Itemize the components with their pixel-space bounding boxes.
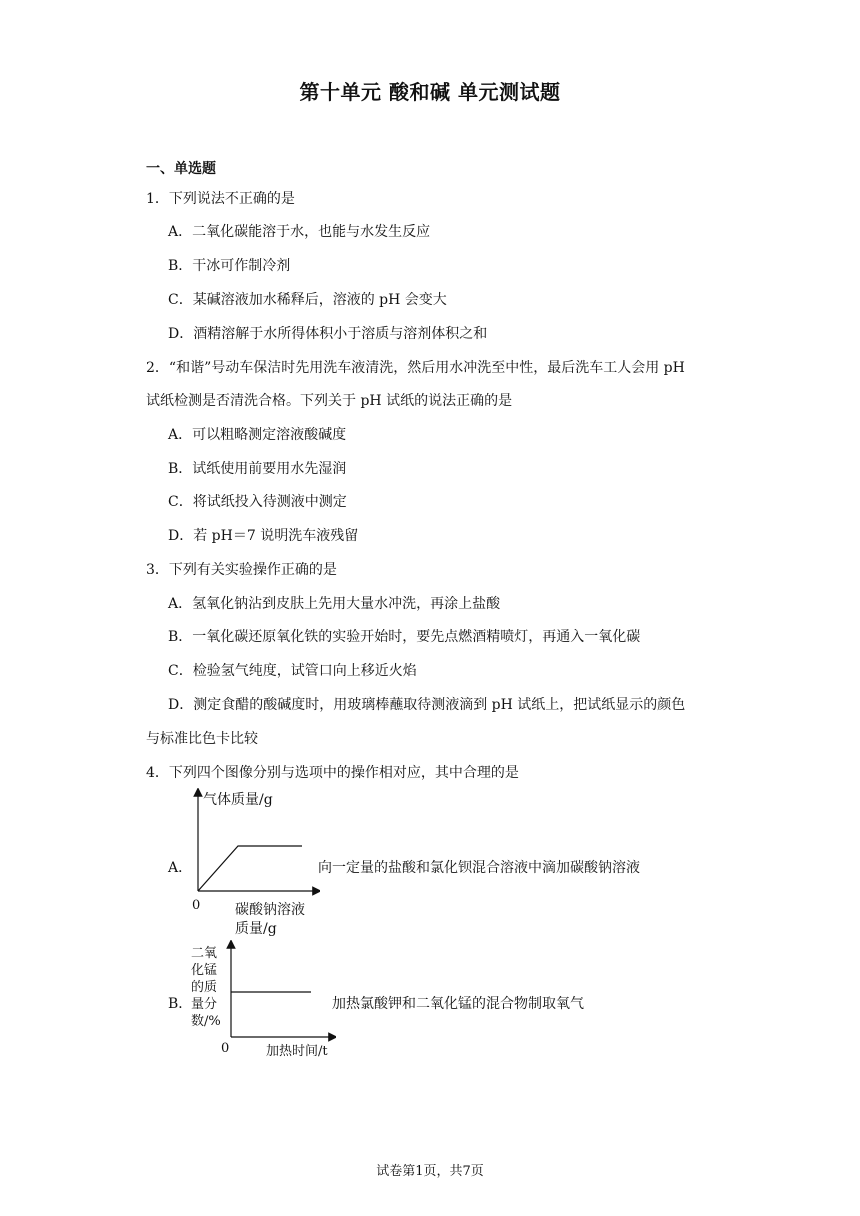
question-1-option-c: C．某碱溶液加水稀释后，溶液的 pH 会变大	[168, 292, 447, 308]
chart-a-y-label: 气体质量/g	[203, 792, 273, 808]
question-2-option-b: B．试纸使用前要用水先湿润	[168, 461, 347, 477]
chart-a-series-line	[198, 846, 302, 891]
section-heading: 一、单选题	[146, 161, 216, 177]
chart-b-origin-label: 0	[221, 1041, 230, 1056]
page-title: 第十单元 酸和碱 单元测试题	[299, 80, 561, 104]
chart-b-y-label-4: 量分	[191, 997, 218, 1012]
chart-b-x-label: 加热时间/t	[266, 1044, 328, 1059]
question-4-option-a-label: A．	[168, 860, 193, 876]
question-3-option-c: C．检验氢气纯度，试管口向上移近火焰	[168, 663, 417, 679]
question-3-option-b: B．一氧化碳还原氧化铁的实验开始时，要先点燃酒精喷灯，再通入一氧化碳	[168, 629, 641, 645]
question-1-option-b: B．干冰可作制冷剂	[168, 258, 291, 274]
question-1-option-d: D．酒精溶解于水所得体积小于溶质与溶剂体积之和	[168, 326, 488, 342]
question-4-option-a-text: 向一定量的盐酸和氯化钡混合溶液中滴加碳酸钠溶液	[318, 860, 640, 876]
question-3-option-d-continued: 与标准比色卡比较	[146, 731, 258, 747]
question-2-option-a: A．可以粗略测定溶液酸碱度	[168, 427, 347, 443]
question-4-option-b-label: B．	[168, 996, 193, 1012]
question-2-stem-line-2: 试纸检测是否清洗合格。下列关于 pH 试纸的说法正确的是	[146, 393, 513, 409]
chart-a-x-label-line-1: 碳酸钠溶液	[235, 902, 305, 918]
chart-a-x-label-line-2: 质量/g	[235, 921, 277, 937]
question-4-option-b-text: 加热氯酸钾和二氧化锰的混合物制取氧气	[332, 996, 584, 1012]
question-1-stem: 1．下列说法不正确的是	[146, 191, 295, 207]
question-4-chart-b	[186, 940, 336, 1062]
question-2-option-d: D．若 pH＝7 说明洗车液残留	[168, 528, 359, 544]
chart-a-origin-label: 0	[192, 898, 201, 913]
page-footer: 试卷第1页，共7页	[376, 1164, 484, 1179]
chart-b-y-label-1: 二氧	[191, 946, 218, 961]
question-3-option-a: A．氢氧化钠沾到皮肤上先用大量水冲洗，再涂上盐酸	[168, 596, 501, 612]
question-2-option-c: C．将试纸投入待测液中测定	[168, 494, 347, 510]
chart-b-y-label-2: 化锰	[191, 963, 218, 978]
question-1-option-a: A．二氧化碳能溶于水，也能与水发生反应	[168, 224, 431, 240]
question-4-chart-a	[180, 788, 320, 938]
question-3-stem: 3．下列有关实验操作正确的是	[146, 562, 337, 578]
question-3-option-d: D．测定食醋的酸碱度时，用玻璃棒蘸取待测液滴到 pH 试纸上，把试纸显示的颜色	[168, 697, 686, 713]
question-4-stem: 4．下列四个图像分别与选项中的操作相对应，其中合理的是	[146, 765, 519, 781]
chart-b-y-label-3: 的质	[191, 980, 218, 995]
chart-b-y-label-5: 数/%	[191, 1014, 221, 1029]
question-2-stem-line-1: 2．“和谐”号动车保洁时先用洗车液清洗，然后用水冲洗至中性，最后洗车工人会用 pH	[146, 360, 685, 376]
